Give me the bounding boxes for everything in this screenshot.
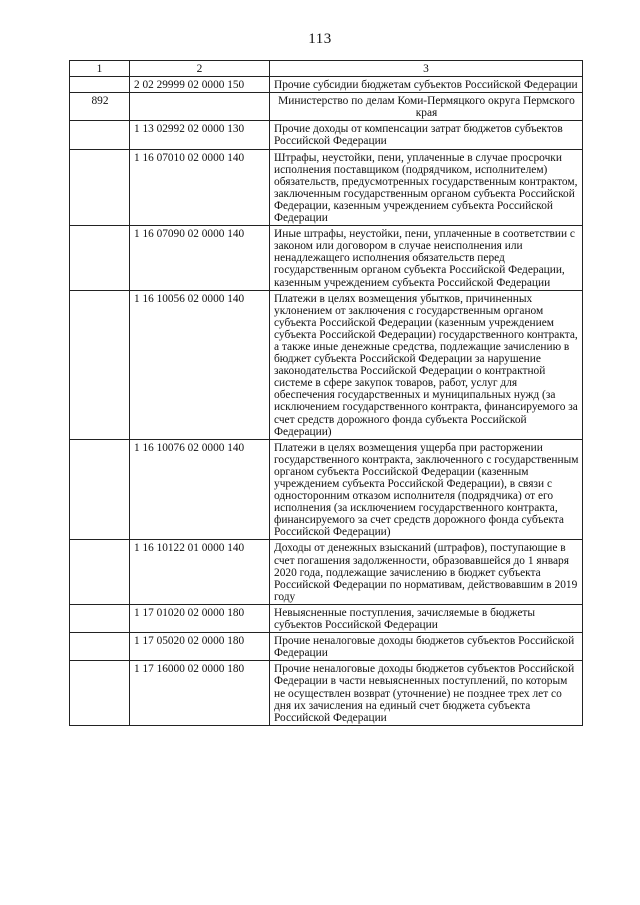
revenue-code-cell: 1 13 02992 02 0000 130	[130, 121, 270, 149]
column-header-1: 1	[70, 61, 130, 77]
admin-code-cell	[70, 121, 130, 149]
revenue-name-cell: Иные штрафы, неустойки, пени, уплаченные в соответствии с законом или договором в случае неисполнения или ненадлежащего исполнения обязательств перед государственным органом субъекта Российской Федерации, казенным учреждением субъекта Российской Федерации	[270, 226, 583, 290]
admin-code-cell	[70, 633, 130, 661]
table-row	[70, 540, 583, 604]
admin-code-cell	[70, 226, 130, 290]
table-row	[70, 604, 583, 632]
table-row	[70, 290, 583, 439]
revenue-code-cell: 1 17 16000 02 0000 180	[130, 661, 270, 725]
revenue-code-cell: 1 16 07090 02 0000 140	[130, 226, 270, 290]
revenue-name-cell: Платежи в целях возмещения убытков, причиненных уклонением от заключения с государственным органом субъекта Российской Федерации (казенным учреждением субъекта Российской Федерации) государственного контракта, а также иные денежные средства, подлежащие зачислению в бюджет субъекта Российской Федерации за нарушение законодательства Российской Федерации о контрактной системе в сфере закупок товаров, работ, услуг для обеспечения государственных и муниципальных нужд (за исключением государственного контракта, финансируемого за счет средств дорожного фонда субъекта Российской Федерации)	[270, 290, 583, 439]
revenue-classification-table	[69, 60, 583, 726]
column-header-2: 2	[130, 61, 270, 77]
admin-code-cell	[70, 439, 130, 540]
revenue-name-cell: Прочие неналоговые доходы бюджетов субъектов Российской Федерации	[270, 633, 583, 661]
table-row	[70, 121, 583, 149]
revenue-name-cell: Платежи в целях возмещения ущерба при расторжении государственного контракта, заключенного с государственным органом субъекта Российской Федерации (казенным учреждением субъекта Российской Федерации), в связи с односторонним отказом исполнителя (подрядчика) от его исполнения (за исключением государственного контракта, финансируемого за счет средств дорожного фонда субъекта Российской Федерации)	[270, 439, 583, 540]
table-row	[70, 93, 583, 121]
revenue-code-cell: 1 16 07010 02 0000 140	[130, 149, 270, 226]
header-row	[70, 61, 583, 77]
revenue-code-cell: 1 17 05020 02 0000 180	[130, 633, 270, 661]
revenue-code-cell: 2 02 29999 02 0000 150	[130, 77, 270, 93]
admin-code-cell: 892	[70, 93, 130, 121]
table-row	[70, 633, 583, 661]
revenue-name-cell: Прочие доходы от компенсации затрат бюджетов субъектов Российской Федерации	[270, 121, 583, 149]
revenue-name-cell: Прочие неналоговые доходы бюджетов субъектов Российской Федерации в части невыясненных поступлений, по которым не осуществлен возврат (уточнение) не позднее трех лет со дня их зачисления на единый счет бюджета субъекта Российской Федерации	[270, 661, 583, 725]
revenue-code-cell	[130, 93, 270, 121]
revenue-name-cell: Невыясненные поступления, зачисляемые в бюджеты субъектов Российской Федерации	[270, 604, 583, 632]
revenue-name-cell: Штрафы, неустойки, пени, уплаченные в случае просрочки исполнения поставщиком (подрядчиком, исполнителем) обязательств, предусмотренных государственным контрактом, заключенным государственным органом субъекта Российской Федерации, казенным учреждением субъекта Российской Федерации	[270, 149, 583, 226]
table-row	[70, 77, 583, 93]
revenue-code-cell: 1 16 10076 02 0000 140	[130, 439, 270, 540]
admin-code-cell	[70, 661, 130, 725]
admin-code-cell	[70, 540, 130, 604]
revenue-name-cell: Доходы от денежных взысканий (штрафов), поступающие в счет погашения задолженности, образовавшейся до 1 января 2020 года, подлежащие зачислению в бюджет субъекта Российской Федерации по нормативам, действовавшим в 2019 году	[270, 540, 583, 604]
table-row	[70, 226, 583, 290]
revenue-name-cell: Прочие субсидии бюджетам субъектов Российской Федерации	[270, 77, 583, 93]
table-row	[70, 149, 583, 226]
admin-code-cell	[70, 149, 130, 226]
administrator-name-cell: Министерство по делам Коми-Пермяцкого округа Пермского края	[270, 93, 583, 121]
column-header-3: 3	[270, 61, 583, 77]
admin-code-cell	[70, 77, 130, 93]
table-row	[70, 661, 583, 725]
revenue-code-cell: 1 16 10056 02 0000 140	[130, 290, 270, 439]
revenue-code-cell: 1 17 01020 02 0000 180	[130, 604, 270, 632]
admin-code-cell	[70, 604, 130, 632]
revenue-code-cell: 1 16 10122 01 0000 140	[130, 540, 270, 604]
admin-code-cell	[70, 290, 130, 439]
table-row	[70, 439, 583, 540]
page-number: 113	[308, 31, 332, 47]
